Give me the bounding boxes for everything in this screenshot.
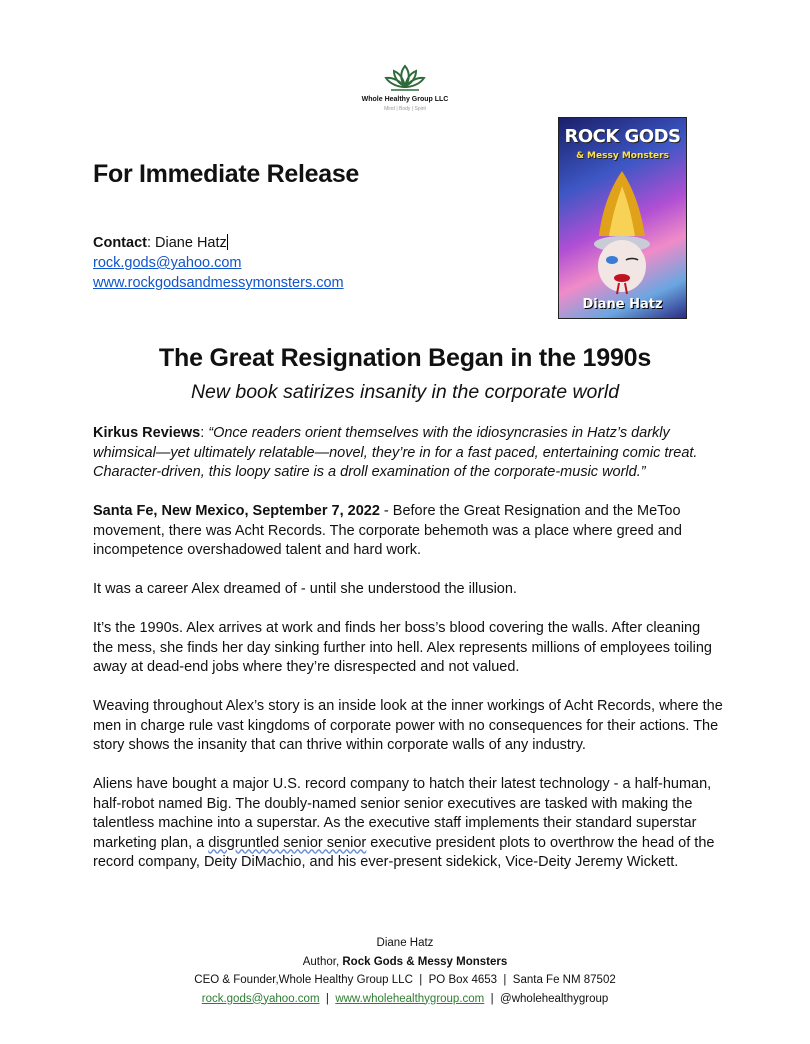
review-sep: : (200, 425, 209, 441)
paragraph-1 (93, 502, 723, 561)
paragraph-5-text-a: Aliens have bought a major U.S. record company to hatch their latest technology - a half-human, half-robot named Big. The doubly-named senior senior executives are tasked with making the talentless machine into a superstar. As the executive staff implements their standard superstar marketing plan, a (93, 776, 712, 851)
footer-sep-2: | (484, 992, 501, 1005)
paragraph-3 (93, 619, 723, 678)
contact-sep: : (146, 235, 156, 251)
footer-website-link[interactable]: www.wholehealthygroup.com (335, 992, 485, 1005)
book-cover-image (558, 117, 687, 319)
footer-name: Diane Hatz (376, 937, 434, 949)
paragraph-3-text: It’s the 1990s. Alex arrives at work and finds her boss’s blood covering the walls. After cleaning the mess, she finds her day sinking further into hell. Alex represents millions of employees toiling away at dead-end jobs where they’re disrespected and not valued. (93, 620, 712, 675)
footer-links-line (0, 990, 810, 1009)
cover-subtitle: & Messy Monsters (576, 151, 669, 161)
paragraph-2-text: It was a career Alex dreamed of - until she understood the illusion. (93, 581, 517, 597)
footer-company-line: CEO & Founder,Whole Healthy Group LLC | PO Box 4653 | Santa Fe NM 87502 (194, 974, 616, 986)
text-cursor (227, 234, 228, 250)
paragraph-4 (93, 697, 723, 756)
cover-title: ROCK GODS (564, 126, 681, 147)
dateline: Santa Fe, New Mexico, September 7, 2022 (93, 503, 380, 519)
paragraph-5-text-c: executive president plots to overthrow the head of the record company, Deity DiMachio, and his ever-present sidekick, Vice-Deity Jeremy Wickett. (93, 834, 715, 870)
paragraph-4-text: Weaving throughout Alex’s story is an inside look at the inner workings of Acht Records, where the men in charge rule vast kingdoms of corporate power with no consequences for their actions. The story shows the insanity that can thrive within corporate walls of any industry. (93, 698, 723, 753)
footer-email-link[interactable]: rock.gods@yahoo.com (201, 992, 320, 1005)
footer-author-line (0, 953, 810, 972)
contact-name: Diane Hatz (155, 235, 227, 251)
spellcheck-flag[interactable]: disgruntled senior senior (208, 834, 367, 851)
review-quote: “Once readers orient themselves with the idiosyncrasies in Hatz’s darkly whimsical—yet ultimately relatable—novel, they’re in for a fast paced, entertaining comic treat. Character-driven, this loopy satire is a droll examination of the corporate-music world.” (93, 425, 698, 480)
footer (0, 934, 810, 1008)
paragraph-5 (93, 775, 723, 873)
paragraph-2 (93, 580, 723, 600)
subheadline: New book satirizes insanity in the corporate world (190, 381, 620, 403)
review-source: Kirkus Reviews (93, 425, 201, 441)
review-paragraph (93, 424, 723, 483)
company-name: Whole Healthy Group LLC (361, 96, 449, 103)
headline: The Great Resignation Began in the 1990s (158, 344, 652, 372)
footer-book-title: Rock Gods & Messy Monsters (342, 955, 508, 968)
contact-website-link[interactable]: www.rockgodsandmessymonsters.com (93, 275, 344, 291)
release-heading: For Immediate Release (93, 160, 360, 188)
contact-block (93, 233, 344, 293)
footer-social-handle: @wholehealthygroup (500, 992, 609, 1005)
paragraph-1-text: - Before the Great Resignation and the MeToo movement, there was Acht Records. The corporate behemoth was a place where greed and incompetence overshadowed talent and hard work. (93, 503, 682, 558)
contact-line (93, 233, 344, 253)
lotus-icon (383, 62, 427, 94)
footer-sep-1: | (319, 992, 336, 1005)
cover-author: Diane Hatz (582, 297, 663, 312)
company-logo (360, 62, 450, 112)
footer-author-prefix: Author, (302, 955, 343, 968)
contact-email-link[interactable]: rock.gods@yahoo.com (93, 255, 242, 271)
cover-illustration (559, 166, 686, 296)
company-tagline: Mind | Body | Spirit (384, 106, 426, 112)
contact-label: Contact (93, 235, 147, 251)
